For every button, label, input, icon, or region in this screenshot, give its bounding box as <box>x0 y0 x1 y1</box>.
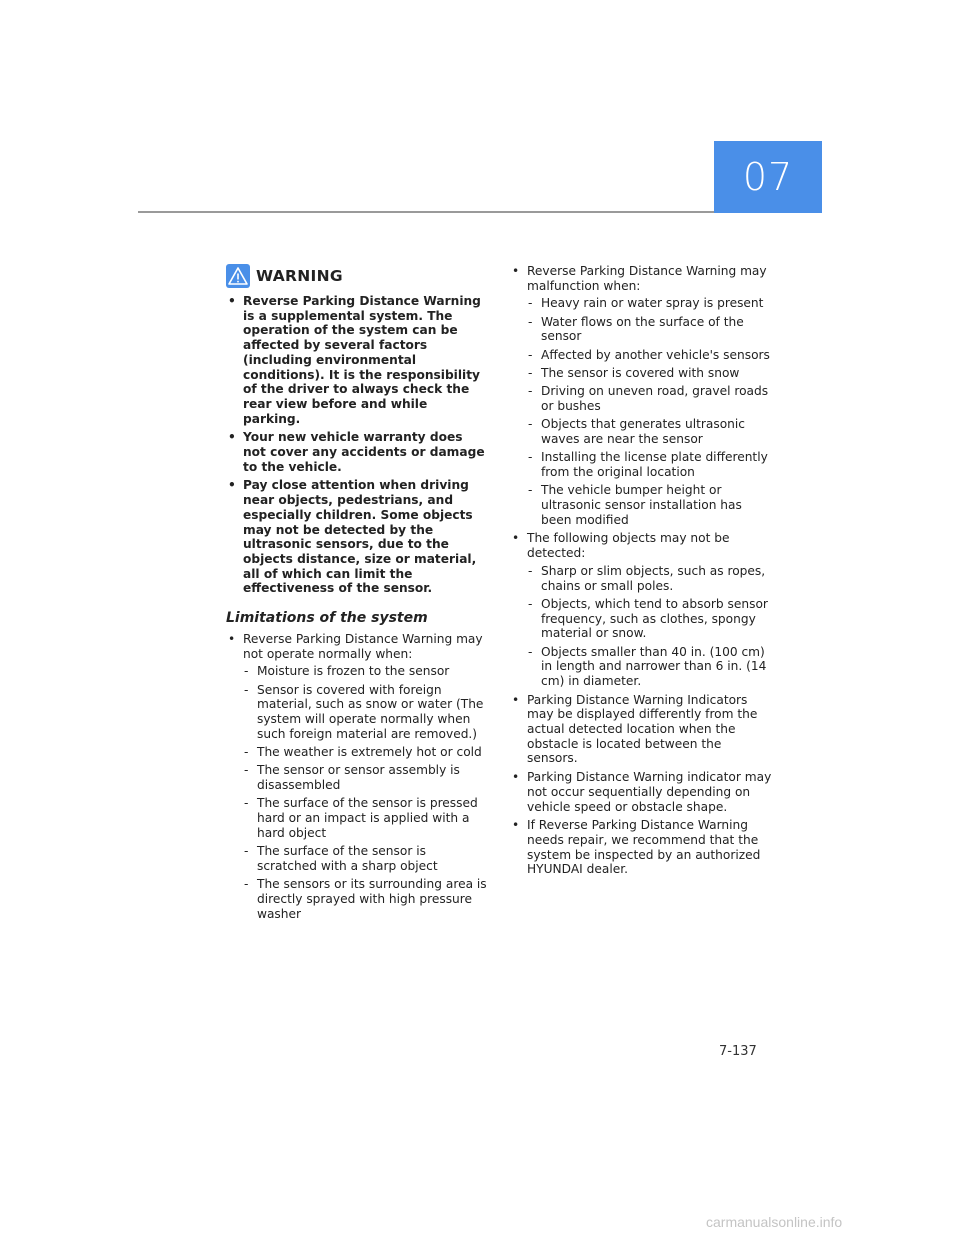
sub-item: - The surface of the sensor is scratched with a sharp object <box>243 844 488 873</box>
page-number: 7-137 <box>719 1044 757 1059</box>
header-rule <box>138 211 714 213</box>
sub-list <box>527 296 772 527</box>
sub-item: - The vehicle bumper height or ultrasonic sensor installation has been modified <box>527 483 772 527</box>
warning-triangle-icon <box>226 264 250 288</box>
section-title: Limitations of the system <box>226 610 428 627</box>
sub-item: - The surface of the sensor is pressed hard or an impact is applied with a hard object <box>243 796 488 840</box>
list-item: • If Reverse Parking Distance Warning needs repair, we recommend that the system be inspected by an authorized HYUNDAI dealer. <box>510 818 772 877</box>
sub-item: - Heavy rain or water spray is present <box>527 296 772 311</box>
warning-title: WARNING <box>256 267 343 285</box>
list-item-text: Reverse Parking Distance Warning may malfunction when: <box>527 264 767 293</box>
sub-item: - The sensor is covered with snow <box>527 366 772 381</box>
right-list <box>510 264 772 877</box>
sub-item: - Objects smaller than 40 in. (100 cm) in length and narrower than 6 in. (14 cm) in diameter. <box>527 645 772 689</box>
list-item-text: Reverse Parking Distance Warning may not operate normally when: <box>243 632 483 661</box>
sub-item: - Objects, which tend to absorb sensor frequency, such as clothes, spongy material or snow. <box>527 597 772 641</box>
sub-item: - Installing the license plate differently from the original location <box>527 450 772 479</box>
sub-item: - The sensor or sensor assembly is disassembled <box>243 763 488 792</box>
sub-list <box>527 564 772 689</box>
sub-item: - The weather is extremely hot or cold <box>243 745 488 760</box>
warning-list <box>226 294 488 596</box>
warning-item: • Pay close attention when driving near objects, pedestrians, and especially children. Some objects may not be detected by the ultrasonic sensors, due to the objects distance, size or material, all of which can limit the effectiveness of the sensor. <box>226 478 488 596</box>
list-item: • Parking Distance Warning indicator may not occur sequentially depending on vehicle speed or obstacle shape. <box>510 770 772 814</box>
sub-item: - Sharp or slim objects, such as ropes, chains or small poles. <box>527 564 772 593</box>
sub-item: - Objects that generates ultrasonic waves are near the sensor <box>527 417 772 446</box>
sub-item: - Driving on uneven road, gravel roads or bushes <box>527 384 772 413</box>
warning-header <box>226 264 488 288</box>
sub-item: - Water flows on the surface of the sensor <box>527 315 772 344</box>
sub-item: - Moisture is frozen to the sensor <box>243 664 488 679</box>
list-item: • Parking Distance Warning Indicators may be displayed differently from the actual detected location when the obstacle is located between the sensors. <box>510 693 772 767</box>
sub-item: - The sensors or its surrounding area is directly sprayed with high pressure washer <box>243 877 488 921</box>
sub-item: - Sensor is covered with foreign material, such as snow or water (The system will operate normally when such foreign material are removed.) <box>243 683 488 742</box>
chapter-tab <box>714 141 822 213</box>
watermark-text: carmanualsonline.info <box>706 1214 843 1230</box>
left-column <box>226 264 488 925</box>
limitations-list <box>226 632 488 921</box>
sub-list <box>243 664 488 921</box>
chapter-number: 07 <box>742 155 794 199</box>
warning-item: • Reverse Parking Distance Warning is a supplemental system. The operation of the system can be affected by several factors (including environmental conditions). It is the responsibility of the driver to always check the rear view before and while parking. <box>226 294 488 426</box>
list-item <box>226 632 488 921</box>
list-item <box>510 264 772 527</box>
right-column <box>510 264 772 881</box>
warning-item: • Your new vehicle warranty does not cover any accidents or damage to the vehicle. <box>226 430 488 474</box>
list-item <box>510 531 772 688</box>
sub-item: - Affected by another vehicle's sensors <box>527 348 772 363</box>
list-item-text: The following objects may not be detected: <box>527 531 730 561</box>
